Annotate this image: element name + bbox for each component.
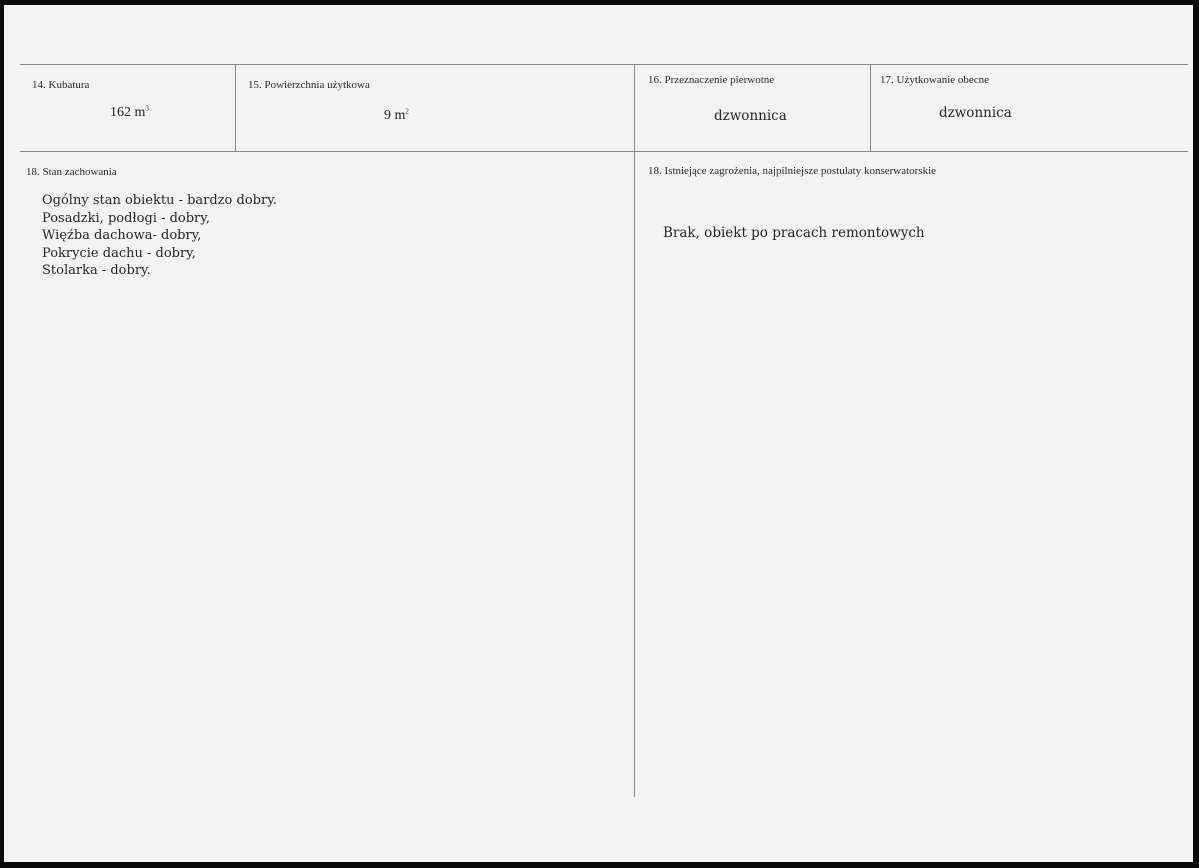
divider-16-17 xyxy=(870,64,871,151)
kubatura-number: 162 m xyxy=(110,105,146,120)
kubatura-label: 14. Kubatura xyxy=(32,79,90,91)
powierzchnia-unit-exponent: 2 xyxy=(405,107,409,116)
uzytkowanie-label: 17. Użytkowanie obecne xyxy=(880,74,990,86)
powierzchnia-label: 15. Powierzchnia użytkowa xyxy=(248,79,370,91)
powierzchnia-number: 9 m xyxy=(384,108,406,123)
stan-line: Więźba dachowa- dobry, xyxy=(42,228,202,243)
divider-14-15 xyxy=(235,64,236,151)
stan-label: 18. Stan zachowania xyxy=(26,166,117,178)
stan-line: Posadzki, podłogi - dobry, xyxy=(42,210,211,226)
powierzchnia-value xyxy=(384,108,409,124)
stan-line: Stolarka - dobry. xyxy=(42,263,151,278)
zagrozenia-label: 18. Istniejące zagrożenia, najpilniejsze postulaty konserwatorskie xyxy=(648,165,937,177)
kubatura-unit-exponent: 3 xyxy=(145,104,149,113)
top-rule xyxy=(20,64,1188,65)
zagrozenia-value: Brak, obiekt po pracach remontowych xyxy=(663,225,925,241)
kubatura-value xyxy=(110,105,149,121)
record-card xyxy=(4,5,1193,862)
stan-line: Pokrycie dachu - dobry, xyxy=(42,245,196,261)
divider-15-16 xyxy=(634,64,635,797)
middle-rule xyxy=(20,151,1188,152)
przeznaczenie-label: 16. Przeznaczenie pierwotne xyxy=(648,74,775,86)
stan-line: Ogólny stan obiektu - bardzo dobry. xyxy=(42,193,277,208)
przeznaczenie-value: dzwonnica xyxy=(714,108,787,124)
uzytkowanie-value: dzwonnica xyxy=(939,105,1012,121)
stan-lines xyxy=(42,192,277,280)
